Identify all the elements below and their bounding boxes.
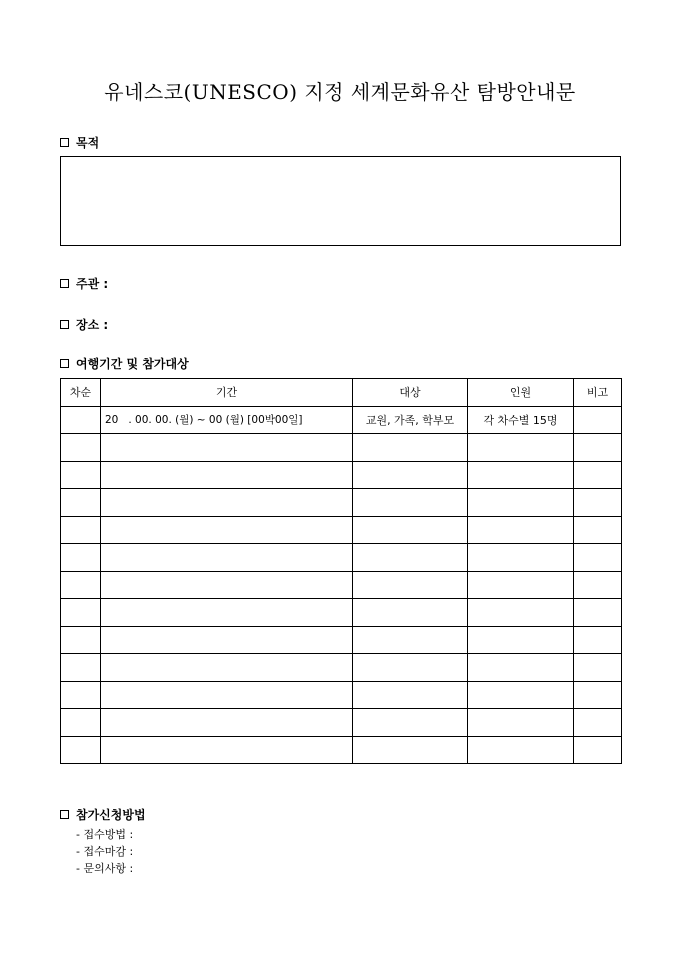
cell-people[interactable] — [468, 461, 574, 489]
cell-round[interactable] — [61, 516, 101, 544]
cell-people[interactable] — [468, 599, 574, 627]
cell-round[interactable] — [61, 571, 101, 599]
cell-period[interactable] — [101, 681, 353, 709]
section-application-label: 참가신청방법 — [76, 808, 146, 822]
document-title: 유네스코(UNESCO) 지정 세계문화유산 탐방안내문 — [104, 80, 576, 104]
cell-target[interactable] — [353, 434, 468, 462]
cell-round[interactable] — [61, 709, 101, 737]
cell-round[interactable] — [61, 654, 101, 682]
checkbox-icon — [60, 320, 69, 329]
table-row — [61, 736, 622, 764]
cell-note[interactable] — [574, 406, 622, 434]
cell-note[interactable] — [574, 599, 622, 627]
cell-people[interactable]: 각 차수별 15명 — [468, 406, 574, 434]
cell-period[interactable] — [101, 434, 353, 462]
section-location-label: 장소 : — [76, 318, 109, 332]
application-method-list — [76, 826, 133, 877]
cell-target[interactable] — [353, 571, 468, 599]
section-location — [60, 316, 108, 333]
cell-people[interactable] — [468, 626, 574, 654]
header-round: 차순 — [61, 379, 101, 407]
checkbox-icon — [60, 359, 69, 368]
section-schedule — [60, 355, 189, 372]
cell-people[interactable] — [468, 544, 574, 572]
cell-target[interactable] — [353, 654, 468, 682]
table-row — [61, 544, 622, 572]
method-item-inquiry: - 문의사항 : — [76, 862, 134, 875]
cell-period[interactable] — [101, 544, 353, 572]
checkbox-icon — [60, 279, 69, 288]
cell-round[interactable] — [61, 489, 101, 517]
table-row — [61, 626, 622, 654]
header-period: 기간 — [101, 379, 353, 407]
cell-target[interactable] — [353, 544, 468, 572]
cell-target[interactable] — [353, 516, 468, 544]
cell-period[interactable] — [101, 709, 353, 737]
table-row — [61, 599, 622, 627]
section-organizer — [60, 275, 108, 292]
section-purpose-label: 목적 — [76, 136, 100, 150]
purpose-box[interactable] — [60, 156, 621, 246]
cell-round[interactable] — [61, 599, 101, 627]
cell-period[interactable] — [101, 461, 353, 489]
table-row — [61, 434, 622, 462]
table-row — [61, 406, 622, 434]
header-people: 인원 — [468, 379, 574, 407]
cell-period[interactable] — [101, 571, 353, 599]
cell-people[interactable] — [468, 654, 574, 682]
cell-note[interactable] — [574, 571, 622, 599]
cell-note[interactable] — [574, 709, 622, 737]
cell-note[interactable] — [574, 544, 622, 572]
cell-target[interactable] — [353, 681, 468, 709]
cell-period[interactable] — [101, 599, 353, 627]
cell-note[interactable] — [574, 516, 622, 544]
cell-round[interactable] — [61, 681, 101, 709]
table-row — [61, 461, 622, 489]
section-purpose — [60, 134, 99, 151]
cell-target[interactable] — [353, 489, 468, 517]
cell-note[interactable] — [574, 736, 622, 764]
cell-period[interactable] — [101, 489, 353, 517]
cell-round[interactable] — [61, 626, 101, 654]
table-row — [61, 654, 622, 682]
cell-round[interactable] — [61, 434, 101, 462]
cell-target[interactable] — [353, 461, 468, 489]
cell-people[interactable] — [468, 571, 574, 599]
section-organizer-label: 주관 : — [76, 277, 109, 291]
schedule-table — [60, 378, 622, 764]
cell-target[interactable]: 교원, 가족, 학부모 — [353, 406, 468, 434]
method-item-reception: - 접수방법 : — [76, 828, 134, 841]
cell-target[interactable] — [353, 709, 468, 737]
table-row — [61, 516, 622, 544]
header-note: 비고 — [574, 379, 622, 407]
cell-note[interactable] — [574, 626, 622, 654]
cell-people[interactable] — [468, 434, 574, 462]
table-row — [61, 681, 622, 709]
section-application — [60, 806, 146, 823]
cell-round[interactable] — [61, 736, 101, 764]
section-schedule-label: 여행기간 및 참가대상 — [76, 357, 189, 371]
cell-period[interactable]: 20 . 00. 00. (월) ~ 00 (월) [00박00일] — [101, 406, 353, 434]
table-row — [61, 571, 622, 599]
cell-round[interactable] — [61, 406, 101, 434]
cell-note[interactable] — [574, 489, 622, 517]
cell-period[interactable] — [101, 736, 353, 764]
method-item-deadline: - 접수마감 : — [76, 845, 134, 858]
cell-round[interactable] — [61, 461, 101, 489]
cell-people[interactable] — [468, 709, 574, 737]
cell-target[interactable] — [353, 736, 468, 764]
cell-people[interactable] — [468, 681, 574, 709]
cell-round[interactable] — [61, 544, 101, 572]
checkbox-icon — [60, 138, 69, 147]
cell-note[interactable] — [574, 434, 622, 462]
cell-note[interactable] — [574, 654, 622, 682]
cell-period[interactable] — [101, 654, 353, 682]
checkbox-icon — [60, 810, 69, 819]
cell-note[interactable] — [574, 461, 622, 489]
cell-people[interactable] — [468, 736, 574, 764]
cell-period[interactable] — [101, 516, 353, 544]
cell-note[interactable] — [574, 681, 622, 709]
cell-people[interactable] — [468, 489, 574, 517]
cell-period[interactable] — [101, 626, 353, 654]
cell-target[interactable] — [353, 599, 468, 627]
cell-people[interactable] — [468, 516, 574, 544]
table-row — [61, 709, 622, 737]
table-row — [61, 489, 622, 517]
table-header-row — [61, 379, 622, 407]
cell-target[interactable] — [353, 626, 468, 654]
header-target: 대상 — [353, 379, 468, 407]
